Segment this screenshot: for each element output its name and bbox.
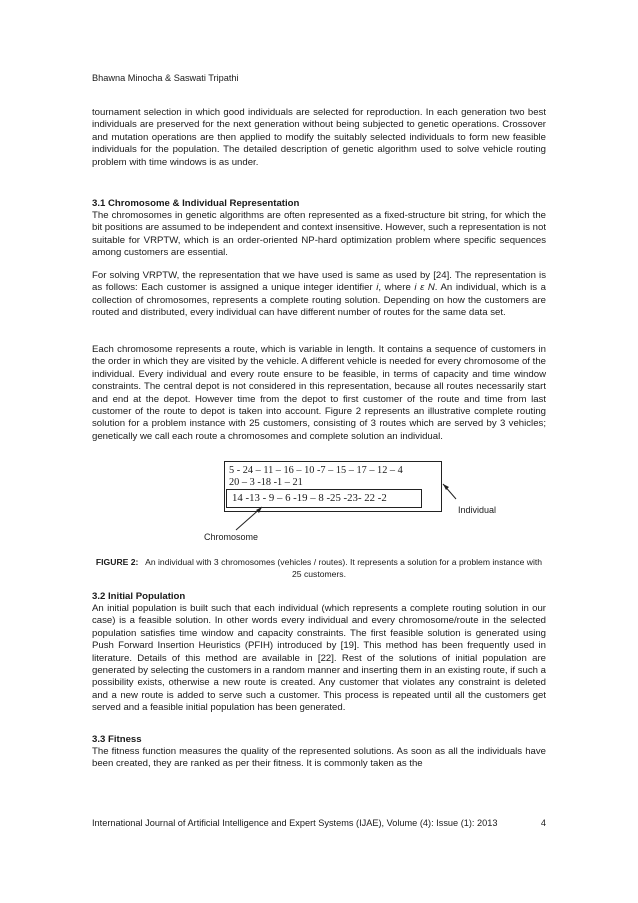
running-header-authors: Bhawna Minocha & Saswati Tripathi	[92, 73, 239, 83]
individual-arrow-head	[443, 484, 449, 490]
section-3-3-heading: 3.3 Fitness	[92, 734, 142, 745]
individual-arrow-line	[443, 484, 456, 499]
para2-italic-i: i	[376, 282, 379, 294]
figure-caption-label: FIGURE 2:	[95, 557, 139, 567]
individual-label: Individual	[458, 505, 497, 515]
section-3-1-heading: 3.1 Chromosome & Individual Representation	[92, 198, 300, 209]
section-3-2-paragraph: An initial population is built such that each individual (which represents a complete routing solution in our case) is a feasible solution. In other words every individual and every chromosome/route in the selected population satisfies time window and capacity constraints. The first feasible solution is generated using Push Forward Insertion Heuristics (PFIH) introduced by [19]. This method has been frequently used in literature. Details of this method are available in [22]. Rest of the solutions of initial population are generated by selecting the customers in a random manner and inserting them in an existing route, if such a possibility exists, otherwise a new route is created. Any customer that violates any constraint is deleted and a new route is added to serve such a customer. This process is repeated until all the customers get served and a feasible initial population has been generated.	[92, 603, 546, 714]
section-3-1-paragraph-1: The chromosomes in genetic algorithms are often represented as a fixed-structure bit string, for which the bit positions are assumed to be independent and context insensitive. However, such a representation is not suitable for VRPTW, which is an order-oriented NP-hard optimization problem where specific sequences among customers are essential.	[92, 210, 546, 259]
section-3-1-paragraph-3: Each chromosome represents a route, which is variable in length. It contains a sequence of customers in the order in which they are visited by the vehicle. A different vehicle is needed for every chromosome of the individual. Every individual and every route ensure to be feasible, in terms of capacity and time window constraints. The central depot is not considered in this representation, because all routes necessarily start and end at the depot. However time from the depot to first customer of the route and time from last customer of the route to depot is taken into account. Figure 2 represents an illustrative complete routing solution for a problem instance with 25 customers, consisting of 3 routes which are served by 3 vehicles; genetically we call each route a chromosomes and complete solution an individual.	[92, 344, 546, 442]
chromosome-label: Chromosome	[204, 532, 259, 542]
section-3-1-paragraph-2	[92, 270, 546, 320]
intro-paragraph: tournament selection in which good individuals are selected for reproduction. In each generation two best individuals are preserved for the next generation without being subjected to genetic operations. Crossover and mutation operations are then applied to modify the suitably selected individuals to form new feasible individuals for the population. The detailed description of genetic algorithm used to solve vehicle routing problem with time windows is as under.	[92, 107, 546, 168]
route-1-sequence: 5 - 24 – 11 – 16 – 10 -7 – 15 – 17 – 12 – 4	[229, 465, 403, 476]
section-3-2-heading: 3.2 Initial Population	[92, 591, 186, 602]
para2-text-1: For solving VRPTW, the representation that we have used is same as used by [24]. The representation is as follows: Each customer is assigned a unique integer identifier	[92, 270, 546, 294]
footer-journal: International Journal of Artificial Intelligence and Expert Systems (IJAE), Volume (4): Issue (1): 2013	[92, 818, 498, 828]
route-3-sequence: 14 -13 - 9 – 6 -19 – 8 -25 -23- 22 -2	[232, 492, 387, 504]
page-footer	[92, 818, 546, 828]
section-3-3-paragraph: The fitness function measures the quality of the represented solutions. As soon as all the individuals have been created, they are ranked as per their fitness. It is commonly taken as the	[92, 746, 546, 770]
para2-italic-set: i ε N	[414, 282, 435, 294]
page-number: 4	[540, 818, 546, 828]
para2-text-2: , where	[378, 282, 415, 294]
route-2-sequence: 20 – 3 -18 -1 – 21	[229, 477, 303, 488]
figure-2-caption	[92, 557, 546, 580]
figure-caption-text: An individual with 3 chromosomes (vehicles / routes). It represents a solution for a problem instance with 25 customers.	[145, 557, 543, 579]
para2-text-3: . An individual, which is a collection of chromosomes, represents a complete routing solution. Depending on how the customers are routed and distributed, every individual can have different number of routes for the same data set.	[92, 282, 546, 319]
